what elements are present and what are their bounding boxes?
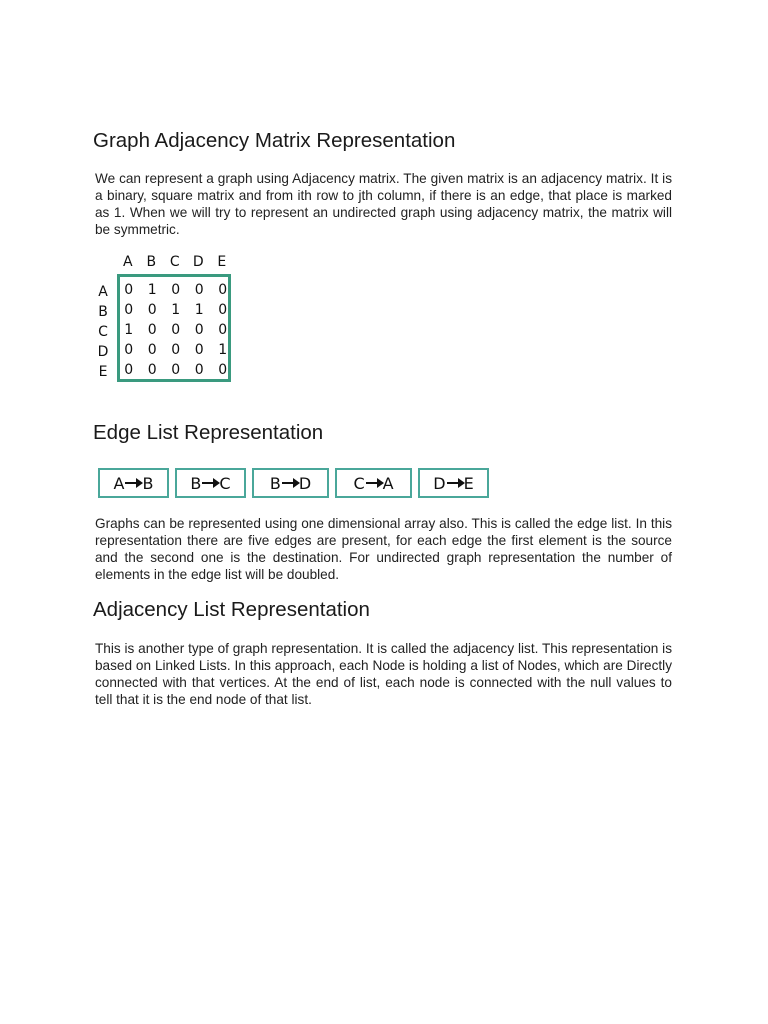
matrix-row [117,320,235,340]
arrow-right-icon [282,482,298,484]
arrow-right-icon [202,482,218,484]
edge-target: A [382,473,394,493]
matrix-row [117,340,235,360]
matrix-row [117,360,235,380]
matrix-row [117,300,235,320]
matrix-cell: 0 [218,362,228,378]
matrix-row-label: A [98,284,108,300]
adjacency-matrix-figure [92,254,242,390]
arrow-right-icon [125,482,141,484]
matrix-column-labels [116,254,234,270]
edge-source: D [433,473,446,493]
matrix-cell: 0 [194,342,204,358]
matrix-cell: 0 [147,302,157,318]
matrix-cell: 0 [171,322,181,338]
matrix-cell: 0 [171,342,181,358]
matrix-row-label: C [98,324,108,340]
heading-adjacency-list: Adjacency List Representation [93,598,370,621]
paragraph-adjacency-matrix: We can represent a graph using Adjacency matrix. The given matrix is an adjacency matrix. It is a binary, square matrix and from ith row to jth column, if there is an edge, that place is marked as 1. When we will try to represent an undirected graph using adjacency matrix, the matrix will be symmetric. [95,171,672,237]
matrix-cell: 0 [124,342,134,358]
edge-target: E [463,473,474,493]
heading-adjacency-matrix: Graph Adjacency Matrix Representation [93,129,456,152]
matrix-cell: 0 [171,362,181,378]
matrix-col-label: A [122,254,133,270]
matrix-cell: 0 [194,282,204,298]
matrix-body [117,280,235,380]
matrix-cell: 0 [124,302,134,318]
matrix-row-label: E [98,364,108,380]
matrix-cell: 1 [218,342,228,358]
matrix-cell: 0 [218,282,228,298]
arrow-right-icon [366,482,382,484]
matrix-cell: 0 [171,282,181,298]
edge-list-figure [98,468,489,498]
matrix-row [117,280,235,300]
edge-target: B [142,473,154,493]
matrix-cell: 0 [218,322,228,338]
heading-edge-list: Edge List Representation [93,421,324,444]
matrix-col-label: E [217,254,227,270]
matrix-cell: 0 [147,322,157,338]
matrix-cell: 0 [147,362,157,378]
paragraph-adjacency-list: This is another type of graph representation. It is called the adjacency list. This representation is based on Linked Lists. In this approach, each Node is holding a list of Nodes, which are Directly connected with that vertices. At the end of list, each node is connected with the null values to tell that it is the end node of that list. [95,641,672,707]
paragraph-edge-list: Graphs can be represented using one dimensional array also. This is called the edge list. In this representation there are five edges are present, for each edge the first element is the source and the second one is the destination. For undirected graph representation the number of elements in the edge list will be doubled. [95,516,672,582]
matrix-cell: 1 [194,302,204,318]
matrix-row-label: B [98,304,108,320]
edge-target: D [298,473,312,493]
edge-source: B [190,473,202,493]
edge-box [98,468,169,498]
matrix-cell: 1 [124,322,134,338]
edge-box [252,468,329,498]
matrix-cell: 1 [147,282,157,298]
edge-source: B [269,473,281,493]
matrix-cell: 0 [124,282,134,298]
matrix-cell: 0 [124,362,134,378]
matrix-col-label: D [192,254,204,270]
matrix-col-label: C [169,254,180,270]
edge-box [418,468,489,498]
edge-target: C [219,473,231,493]
matrix-row-label: D [97,344,109,360]
matrix-col-label: B [146,254,157,270]
edge-box [335,468,412,498]
matrix-cell: 0 [194,362,204,378]
matrix-cell: 0 [147,342,157,358]
matrix-row-labels [92,282,114,382]
matrix-cell: 1 [171,302,181,318]
edge-source: C [353,473,365,493]
matrix-cell: 0 [218,302,228,318]
edge-box [175,468,246,498]
arrow-right-icon [447,482,463,484]
matrix-cell: 0 [194,322,204,338]
edge-source: A [113,473,125,493]
